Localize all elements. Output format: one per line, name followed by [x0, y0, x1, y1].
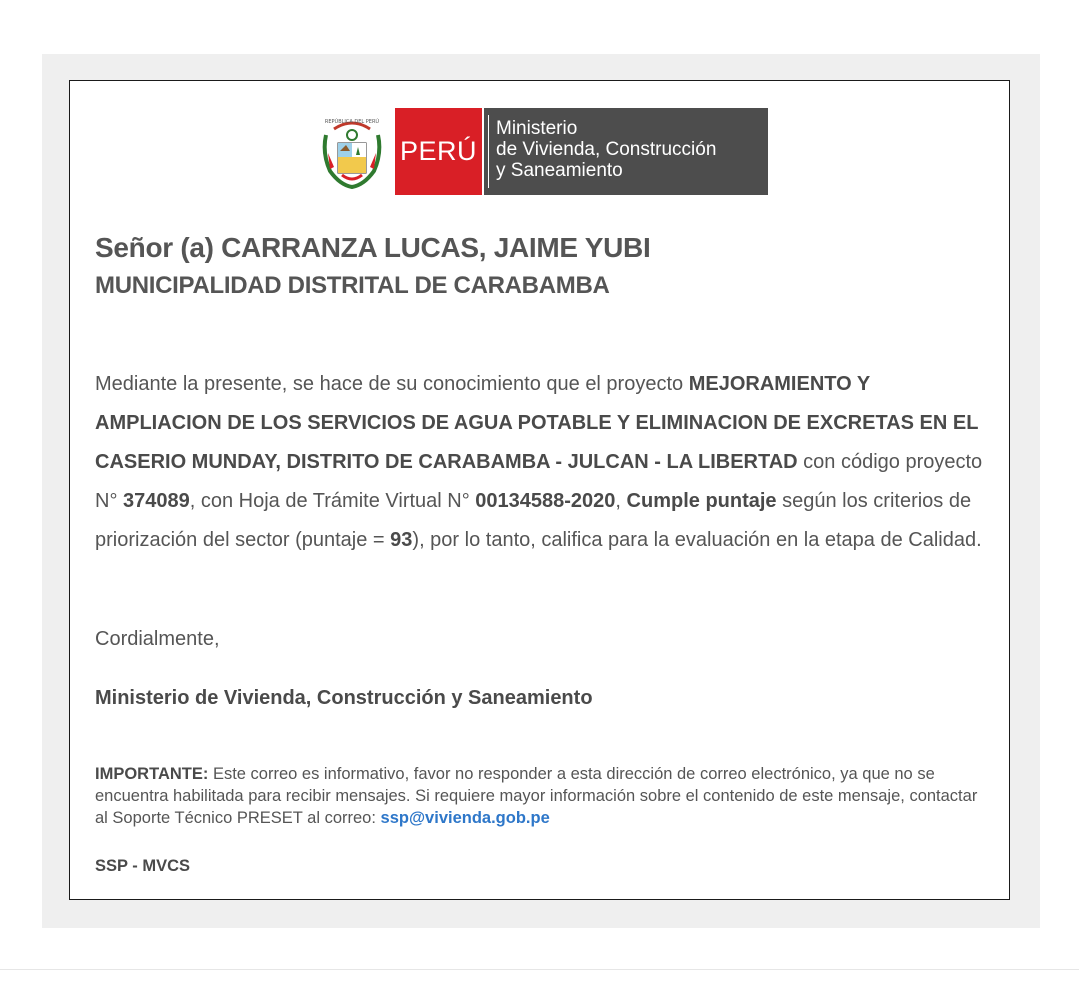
closing-greeting: Cordialmente,: [95, 628, 220, 650]
logo-peru-text: PERÚ: [399, 136, 477, 166]
project-code: 374089: [123, 490, 190, 512]
footer-signature: SSP - MVCS: [95, 857, 191, 875]
recipient-organization: MUNICIPALIDAD DISTRITAL DE CARABAMBA: [95, 272, 610, 299]
score-value: 93: [390, 529, 413, 551]
htv-number: 00134588-2020: [475, 490, 616, 512]
notice-label: IMPORTANTE:: [95, 765, 209, 783]
logo-ministry-line-2: de Vivienda, Construcción: [496, 139, 717, 160]
logo-peru-block: [395, 108, 482, 195]
message-body: [95, 365, 990, 560]
body-text-4: ,: [615, 490, 627, 512]
body-text-6: ), por lo tanto, califica para la evaluación en la etapa de Calidad.: [412, 529, 982, 551]
body-text-5: según los criterios de priorización del sector (puntaje =: [95, 490, 972, 551]
notice-text: Este correo es informativo, favor no responder a esta dirección de correo electrónico, ya que no se encuentra habilitada para recibir mensajes. Si requiere mayor información sobre el contenido de este mensaje, contactar al Soporte Técnico PRESET al correo:: [95, 765, 978, 827]
support-email-link[interactable]: ssp@vivienda.gob.pe: [380, 809, 550, 827]
body-text-2: con código proyecto N°: [95, 451, 983, 512]
logo-ministry-line-1: Ministerio: [496, 118, 578, 139]
logo-ministry-line-3: y Saneamiento: [496, 160, 623, 181]
logo-ministry-block: [482, 108, 768, 195]
body-text-3: , con Hoja de Trámite Virtual N°: [189, 490, 476, 512]
coat-of-arms-icon: [319, 108, 384, 195]
signer-name: Ministerio de Vivienda, Construcción y Saneamiento: [95, 687, 593, 709]
body-text-1: Mediante la presente, se hace de su conocimiento que el proyecto: [95, 373, 689, 395]
divider: [0, 969, 1079, 970]
recipient-name: Señor (a) CARRANZA LUCAS, JAIME YUBI: [95, 232, 651, 263]
project-name: MEJORAMIENTO Y AMPLIACION DE LOS SERVICIOS DE AGUA POTABLE Y ELIMINACION DE EXCRETAS EN EL CASERIO MUNDAY, DISTRITO DE CARABAMBA - JULCAN - LA LIBERTAD: [95, 373, 979, 473]
svg-text:REPÚBLICA DEL PERÚ: REPÚBLICA DEL PERÚ: [324, 118, 379, 125]
ministry-logo: [319, 108, 774, 195]
evaluation-result: Cumple puntaje: [626, 490, 777, 512]
important-notice: [95, 763, 985, 829]
